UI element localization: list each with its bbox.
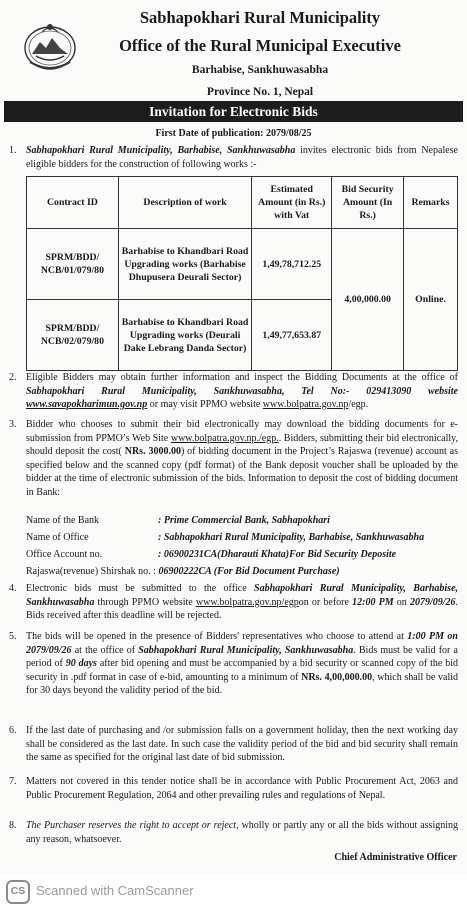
opening-time: 1:00 PM on 2079/09/26: [26, 631, 458, 656]
office-title: Office of the Rural Municipal Executive: [119, 36, 401, 55]
office-address: Barhabise, Sankhuwasabha: [191, 64, 329, 76]
paragraph-5: [9, 630, 458, 698]
municipality-title: Sabhapokhari Rural Municipality: [139, 8, 381, 27]
paragraph-text: or may visit PPMO website: [147, 399, 263, 410]
municipality-name: Sabhapokhari Rural Municipality, Barhabise, Sankhuwasabha: [26, 145, 296, 156]
camscanner-logo-icon: CS: [6, 880, 30, 904]
description-cell: Barhabise to Khandbari Road Upgrading works (Barhabise Dhupusera Deurali Sector): [118, 229, 251, 300]
camscanner-text: Scanned with CamScanner: [36, 883, 194, 898]
paragraph-text: on or before: [298, 596, 353, 608]
paragraph-text: at the office of: [71, 644, 139, 656]
validity-period: 90 days: [65, 658, 97, 669]
ppmo-egp-link[interactable]: www.bolpatra.gov.np./egp.: [170, 432, 279, 444]
paragraph-text: invites electronic bids from Nepalese eligible bidders for the construction of following works :-: [26, 145, 458, 170]
camscanner-watermark: [0, 874, 467, 910]
contact-details: Sabhapokhari Rural Municipality, Sankhuwasabha, Tel No:- 029413090 website: [26, 385, 458, 397]
account-value: : 06900231CA(Dharauti Khata)For Bid Security Deposite: [158, 549, 397, 560]
paragraph-number: 2.: [9, 372, 17, 383]
submission-office: Sabhapokhari Rural Municipality, Barhabise, Sankhuwasabha: [26, 583, 459, 608]
header-description: Description of work: [118, 177, 251, 229]
deposit-account-row: [26, 548, 458, 562]
table-row: [27, 229, 458, 300]
paragraph-text: after bid opening and must be accompanied by a bid security or scanned copy of the bid security in .pdf format in case of e-bid, amounting to a minimum of: [26, 658, 458, 683]
paragraph-number: 5.: [9, 631, 17, 642]
ppmo-egp-link[interactable]: www.bolpatra.gov.np/egp: [195, 596, 299, 608]
bid-security-cell: 4,00,000.00: [332, 229, 404, 371]
bank-value: : Prime Commercial Bank, Sabhapokhari: [158, 515, 330, 526]
deadline-time: 12:00 PM: [352, 596, 394, 608]
paragraph-2: [9, 371, 458, 412]
header-contract-id: Contract ID: [27, 177, 119, 229]
notice-header: [0, 4, 467, 98]
office-value: : Sabhapokhari Rural Municipality, Barhabise, Sankhuwasabha: [158, 532, 425, 543]
rajaswa-value: 06900222CA (For Bid Document Purchase): [158, 566, 340, 577]
deposit-rajaswa-row: [26, 565, 458, 579]
paragraph-text: . Bids received after this deadline will be rejected.: [26, 596, 458, 621]
paragraph-number: 3.: [9, 419, 17, 430]
paragraph-text: ) of bidding document in the Project’s Rajaswa (revenue) account as specified below and the scanned copy (pdf format) of the Bank deposit voucher shall be uploaded by the bidder at the time of electronic submission of the bids. Information to deposit the cost of bidding document in Bank:: [26, 446, 458, 498]
paragraph-text: /egp.: [348, 399, 369, 410]
paragraph-7: [9, 775, 458, 802]
ppmo-website-link[interactable]: www.bolpatra.gov.np: [262, 399, 349, 410]
purchaser-rights: The Purchaser reserves the right to accept or reject: [26, 820, 237, 831]
province-line: Province No. 1, Nepal: [206, 86, 314, 98]
paragraph-number: 1.: [9, 145, 17, 156]
header-bid-security: Bid Security Amount (In Rs.): [332, 177, 404, 229]
notice-banner: Invitation for Electronic Bids: [4, 101, 463, 122]
bank-label: Name of the Bank: [26, 515, 100, 526]
header-estimated-amount: Estimated Amount (in Rs.) with Vat: [252, 177, 332, 229]
municipality-website-link[interactable]: www.savapokharimun.gov.np: [26, 399, 148, 410]
paragraph-text: Electronic bids must be submitted to the office: [26, 583, 255, 594]
paragraph-8: [9, 819, 459, 846]
description-cell: Barhabise to Khandbari Road Upgrading works (Deurali Dake Lebrang Danda Sector): [118, 300, 251, 371]
paragraph-text: If the last date of purchasing and /or submission falls on a government holiday, then the next working day shall be considered as the last date. In such case the validity period of the bid and bid security shall remain the same as specified for the original last date of bid submission.: [26, 725, 458, 763]
office-label: Name of Office: [26, 532, 89, 543]
remarks-cell: Online.: [404, 229, 458, 371]
account-label: Office Account no.: [26, 549, 103, 560]
deposit-bank-row: [26, 514, 458, 528]
paragraph-text: Eligible Bidders may obtain further information and inspect the Bidding Documents at the office of: [26, 372, 458, 383]
bids-table: [26, 176, 458, 371]
contract-id-cell: SPRM/BDD/ NCB/02/079/80: [27, 300, 119, 371]
publication-date: First Date of publication: 2079/08/25: [155, 128, 312, 139]
paragraph-text: on: [393, 596, 410, 608]
paragraph-text: . Bidders, submitting their bid electronically, should deposit the cost(: [26, 432, 458, 457]
signatory-title: Chief Administrative Officer: [334, 852, 457, 863]
paragraph-6: [9, 724, 458, 765]
paragraph-text: , wholly or partly any or all the bids without assigning any reason, whatsoever.: [26, 820, 459, 845]
header-remarks: Remarks: [404, 177, 458, 229]
document-cost: NRs. 3000.00: [124, 446, 181, 457]
contract-id-cell: SPRM/BDD/ NCB/01/079/80: [27, 229, 119, 300]
paragraph-text: The bids will be opened in the presence of Bidders' representatives who choose to attend at: [26, 631, 408, 642]
table-header-row: [27, 177, 458, 229]
paragraph-3: [9, 418, 458, 499]
amount-cell: 1,49,78,712.25: [252, 229, 332, 300]
rajaswa-label: Rajaswa(revenue) Shirshak no. :: [26, 566, 159, 577]
paragraph-number: 7.: [9, 776, 17, 787]
paragraph-1: [9, 144, 458, 171]
bid-security-minimum: NRs. 4,00,000.00: [301, 671, 373, 683]
paragraph-4: [9, 582, 459, 623]
deadline-date: 2079/09/26: [409, 596, 456, 608]
paragraph-number: 8.: [9, 820, 17, 831]
paragraph-text: Bidder who chooses to submit their bid electronically may download the bidding documents for e-submission from PPMO’s Web Site: [26, 419, 458, 444]
paragraph-text: , which shall be valid for 30 days beyond the validity period of the bid.: [26, 671, 458, 696]
paragraph-text: through PPMO website: [94, 596, 196, 608]
deposit-office-row: [26, 531, 458, 545]
paragraph-number: 6.: [9, 725, 17, 736]
paragraph-text: Matters not covered in this tender notice shall be in accordance with Public Procurement Act, 2063 and Public Procurement Regulation, 2064 and other prevailing rules and regulations of Nepal.: [26, 776, 458, 801]
paragraph-number: 4.: [9, 583, 17, 594]
opening-office: Sabhapokhari Rural Municipality, Sankhuwasabha: [138, 644, 354, 656]
paragraph-text: . Bids must be valid for a period of: [26, 644, 458, 669]
amount-cell: 1,49,77,653.87: [252, 300, 332, 371]
